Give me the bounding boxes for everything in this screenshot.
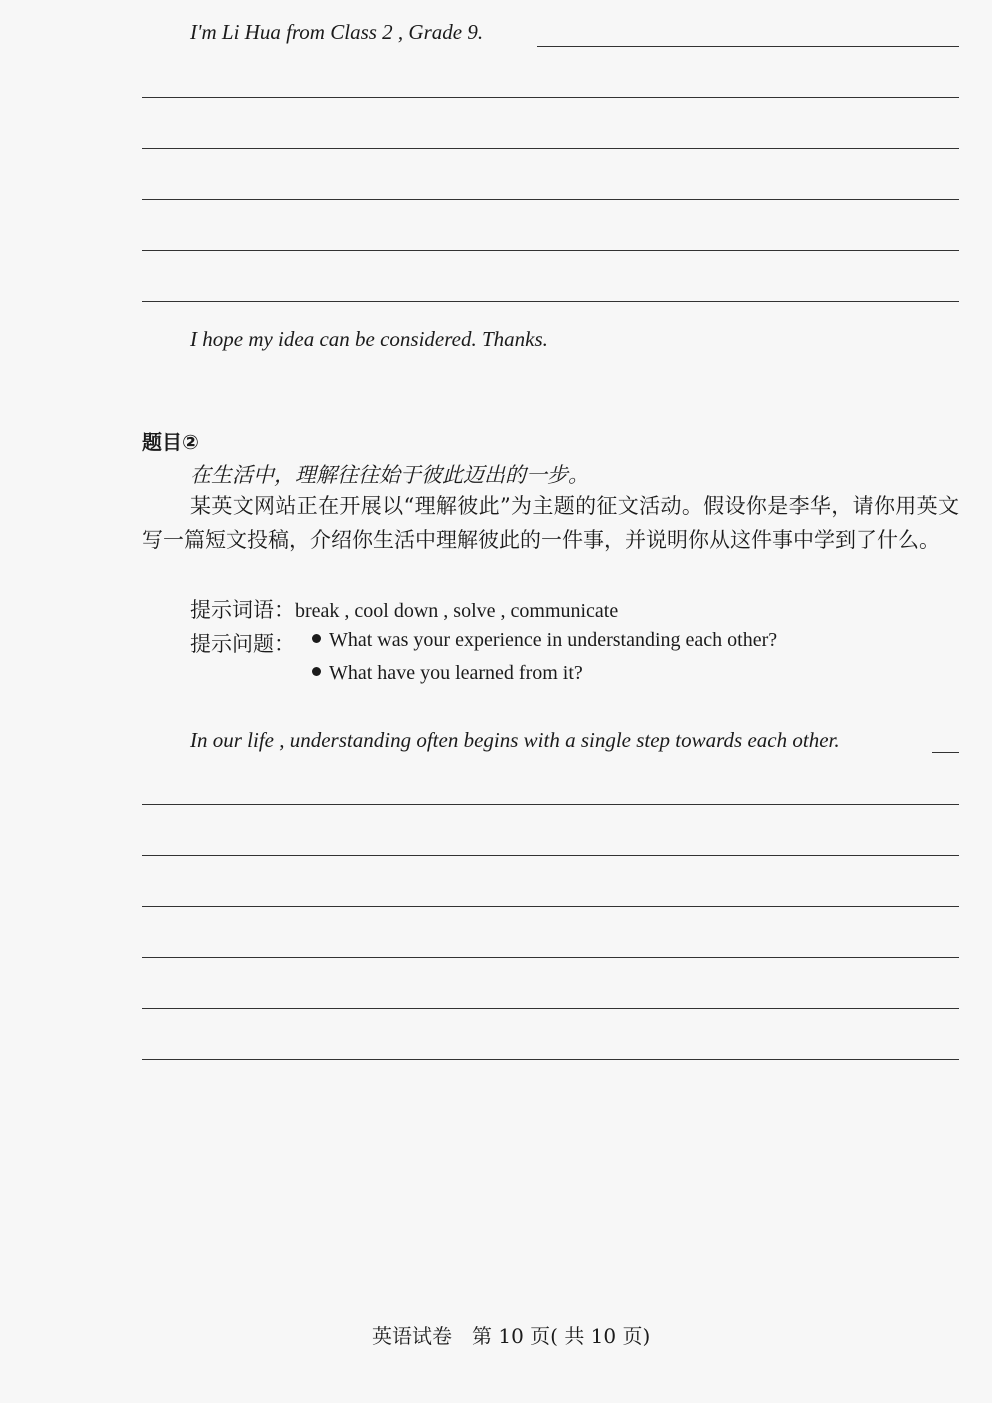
- topic2-heading: 题目②: [142, 430, 199, 454]
- hint-words-row: [190, 594, 618, 624]
- writing-line[interactable]: [537, 46, 959, 47]
- hint-words: break , cool down , solve , communicate: [295, 600, 619, 622]
- bullet-icon: [312, 634, 321, 643]
- topic2-intro: 在生活中，理解往往始于彼此迈出的一步。: [190, 463, 589, 487]
- topic1-opening: I'm Li Hua from Class 2 , Grade 9.: [190, 20, 484, 44]
- writing-line[interactable]: [142, 1008, 959, 1009]
- writing-line[interactable]: [142, 97, 959, 98]
- topic1-closing: I hope my idea can be considered. Thanks.: [190, 327, 548, 351]
- writing-line[interactable]: [142, 148, 959, 149]
- writing-line[interactable]: [142, 1059, 959, 1060]
- page-footer: 英语试卷 第 10 页( 共 10 页): [372, 1324, 651, 1348]
- writing-line[interactable]: [142, 301, 959, 302]
- hint-question-text: What was your experience in understanding each other?: [329, 629, 778, 651]
- topic2-opening: In our life , understanding often begins with a single step towards each other.: [190, 728, 840, 752]
- hint-words-label: 提示词语：: [190, 598, 295, 622]
- writing-line[interactable]: [142, 199, 959, 200]
- hint-question-text: What have you learned from it?: [329, 662, 583, 684]
- writing-line[interactable]: [142, 250, 959, 251]
- writing-line[interactable]: [142, 957, 959, 958]
- hint-question: [312, 662, 583, 685]
- hint-question: [312, 629, 777, 652]
- writing-line[interactable]: [932, 752, 959, 753]
- topic2-prompt: 某英文网站正在开展以“理解彼此”为主题的征文活动。假设你是李华，请你用英文写一篇短文投稿，介绍你生活中理解彼此的一件事，并说明你从这件事中学到了什么。: [142, 494, 959, 552]
- writing-line[interactable]: [142, 804, 959, 805]
- bullet-icon: [312, 667, 321, 676]
- writing-line[interactable]: [142, 906, 959, 907]
- writing-line[interactable]: [142, 855, 959, 856]
- hint-questions-label: 提示问题：: [190, 632, 295, 656]
